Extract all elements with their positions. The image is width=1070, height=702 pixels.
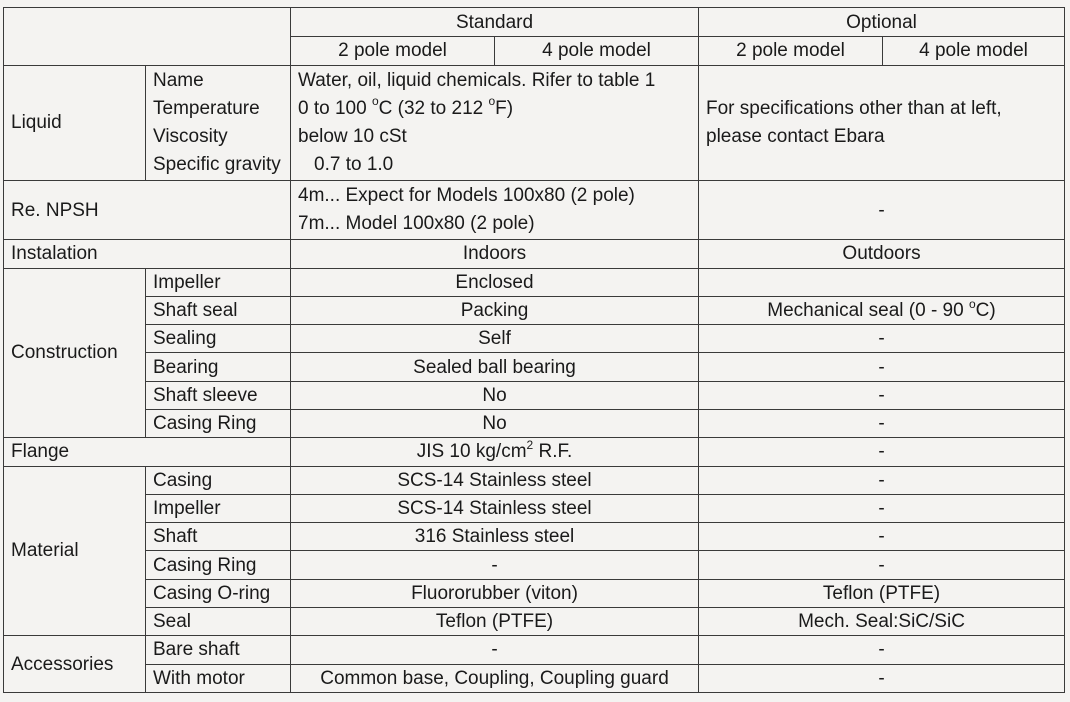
construction-row-shaft-seal bbox=[4, 296, 1065, 324]
material-item: Seal bbox=[146, 608, 291, 636]
construction-item: Casing Ring bbox=[146, 410, 291, 438]
flange-row bbox=[4, 438, 1065, 466]
material-row-casing-ring bbox=[4, 551, 1065, 579]
specification-table bbox=[3, 7, 1065, 693]
material-standard: SCS-14 Stainless steel bbox=[291, 494, 699, 522]
construction-standard: Sealed ball bearing bbox=[291, 353, 699, 381]
header-standard: Standard bbox=[291, 8, 699, 37]
accessories-standard: - bbox=[291, 636, 699, 664]
construction-row-sealing bbox=[4, 325, 1065, 353]
flange-standard: JIS 10 $kg/cm^2$ R.F. bbox=[291, 438, 699, 466]
construction-row-impeller bbox=[4, 268, 1065, 296]
flange-optional: - bbox=[699, 438, 1065, 466]
liquid-optional-line2: please contact Ebara bbox=[706, 125, 885, 147]
accessories-item: Bare shaft bbox=[146, 636, 291, 664]
construction-item: Shaft sleeve bbox=[146, 381, 291, 409]
liquid-viscosity-value: below 10 cSt bbox=[298, 125, 407, 147]
construction-optional: - bbox=[699, 381, 1065, 409]
construction-row-casing-ring bbox=[4, 410, 1065, 438]
liquid-label: Liquid bbox=[4, 65, 146, 180]
accessories-item: With motor bbox=[146, 664, 291, 692]
header-blank-cell bbox=[4, 8, 291, 66]
material-optional: Mech. Seal:SiC/SiC bbox=[699, 608, 1065, 636]
construction-label: Construction bbox=[4, 268, 146, 438]
npsh-line2: 7m... Model 100x80 (2 pole) bbox=[298, 213, 535, 235]
construction-optional bbox=[699, 268, 1065, 296]
material-item: Impeller bbox=[146, 494, 291, 522]
liquid-item-gravity: Specific gravity bbox=[153, 153, 281, 175]
header-optional-2pole: 2 pole model bbox=[699, 37, 883, 65]
accessories-optional: - bbox=[699, 636, 1065, 664]
material-optional: Teflon (PTFE) bbox=[699, 579, 1065, 607]
material-standard: Teflon (PTFE) bbox=[291, 608, 699, 636]
accessories-label: Accessories bbox=[4, 636, 146, 693]
flange-label: Flange bbox=[4, 438, 291, 466]
material-item: Casing bbox=[146, 466, 291, 494]
npsh-row bbox=[4, 180, 1065, 240]
construction-item: Shaft seal bbox=[146, 296, 291, 324]
npsh-line1: 4m... Expect for Models 100x80 (2 pole) bbox=[298, 185, 635, 207]
construction-optional: - bbox=[699, 410, 1065, 438]
liquid-gravity-value: 0.7 to 1.0 bbox=[314, 153, 394, 175]
material-item: Shaft bbox=[146, 523, 291, 551]
accessories-standard: Common base, Coupling, Coupling guard bbox=[291, 664, 699, 692]
liquid-optional-note bbox=[699, 65, 1065, 180]
material-item: Casing Ring bbox=[146, 551, 291, 579]
accessories-optional: - bbox=[699, 664, 1065, 692]
construction-standard: No bbox=[291, 410, 699, 438]
material-optional: - bbox=[699, 551, 1065, 579]
liquid-standard-values bbox=[291, 65, 699, 180]
construction-row-shaft-sleeve bbox=[4, 381, 1065, 409]
construction-optional: - bbox=[699, 353, 1065, 381]
npsh-optional: - bbox=[699, 180, 1065, 240]
accessories-row-bare-shaft bbox=[4, 636, 1065, 664]
installation-label: Instalation bbox=[4, 240, 291, 268]
material-standard: - bbox=[291, 551, 699, 579]
material-standard: 316 Stainless steel bbox=[291, 523, 699, 551]
construction-item: Impeller bbox=[146, 268, 291, 296]
material-row-seal bbox=[4, 608, 1065, 636]
installation-optional: Outdoors bbox=[699, 240, 1065, 268]
liquid-temperature-value: 0 to 100 $^o$C (32 to 212 $^o$F) bbox=[298, 94, 514, 119]
npsh-standard bbox=[291, 180, 699, 240]
header-standard-2pole: 2 pole model bbox=[291, 37, 495, 65]
material-optional: - bbox=[699, 494, 1065, 522]
construction-standard: Enclosed bbox=[291, 268, 699, 296]
accessories-row-with-motor bbox=[4, 664, 1065, 692]
material-label: Material bbox=[4, 466, 146, 636]
construction-row-bearing bbox=[4, 353, 1065, 381]
liquid-name-value: Water, oil, liquid chemicals. Rifer to table 1 bbox=[298, 69, 656, 91]
material-row-shaft bbox=[4, 523, 1065, 551]
material-standard: Fluororubber (viton) bbox=[291, 579, 699, 607]
construction-optional: Mechanical seal (0 - 90 $^o$C) bbox=[699, 296, 1065, 324]
npsh-label: Re. NPSH bbox=[4, 180, 291, 240]
liquid-row bbox=[4, 65, 1065, 180]
construction-standard: Self bbox=[291, 325, 699, 353]
material-item: Casing O-ring bbox=[146, 579, 291, 607]
material-standard: SCS-14 Stainless steel bbox=[291, 466, 699, 494]
header-row-1 bbox=[4, 8, 1065, 37]
liquid-items bbox=[146, 65, 291, 180]
material-optional: - bbox=[699, 523, 1065, 551]
header-optional: Optional bbox=[699, 8, 1065, 37]
liquid-item-name: Name bbox=[153, 69, 204, 91]
material-row-impeller bbox=[4, 494, 1065, 522]
header-standard-4pole: 4 pole model bbox=[495, 37, 699, 65]
installation-standard: Indoors bbox=[291, 240, 699, 268]
construction-standard: Packing bbox=[291, 296, 699, 324]
construction-item: Bearing bbox=[146, 353, 291, 381]
material-optional: - bbox=[699, 466, 1065, 494]
installation-row bbox=[4, 240, 1065, 268]
material-row-casing bbox=[4, 466, 1065, 494]
liquid-item-viscosity: Viscosity bbox=[153, 125, 228, 147]
material-row-casing-o-ring bbox=[4, 579, 1065, 607]
construction-item: Sealing bbox=[146, 325, 291, 353]
construction-optional: - bbox=[699, 325, 1065, 353]
liquid-optional-line1: For specifications other than at left, bbox=[706, 97, 1002, 119]
liquid-item-temperature: Temperature bbox=[153, 97, 260, 119]
construction-standard: No bbox=[291, 381, 699, 409]
header-optional-4pole: 4 pole model bbox=[883, 37, 1065, 65]
